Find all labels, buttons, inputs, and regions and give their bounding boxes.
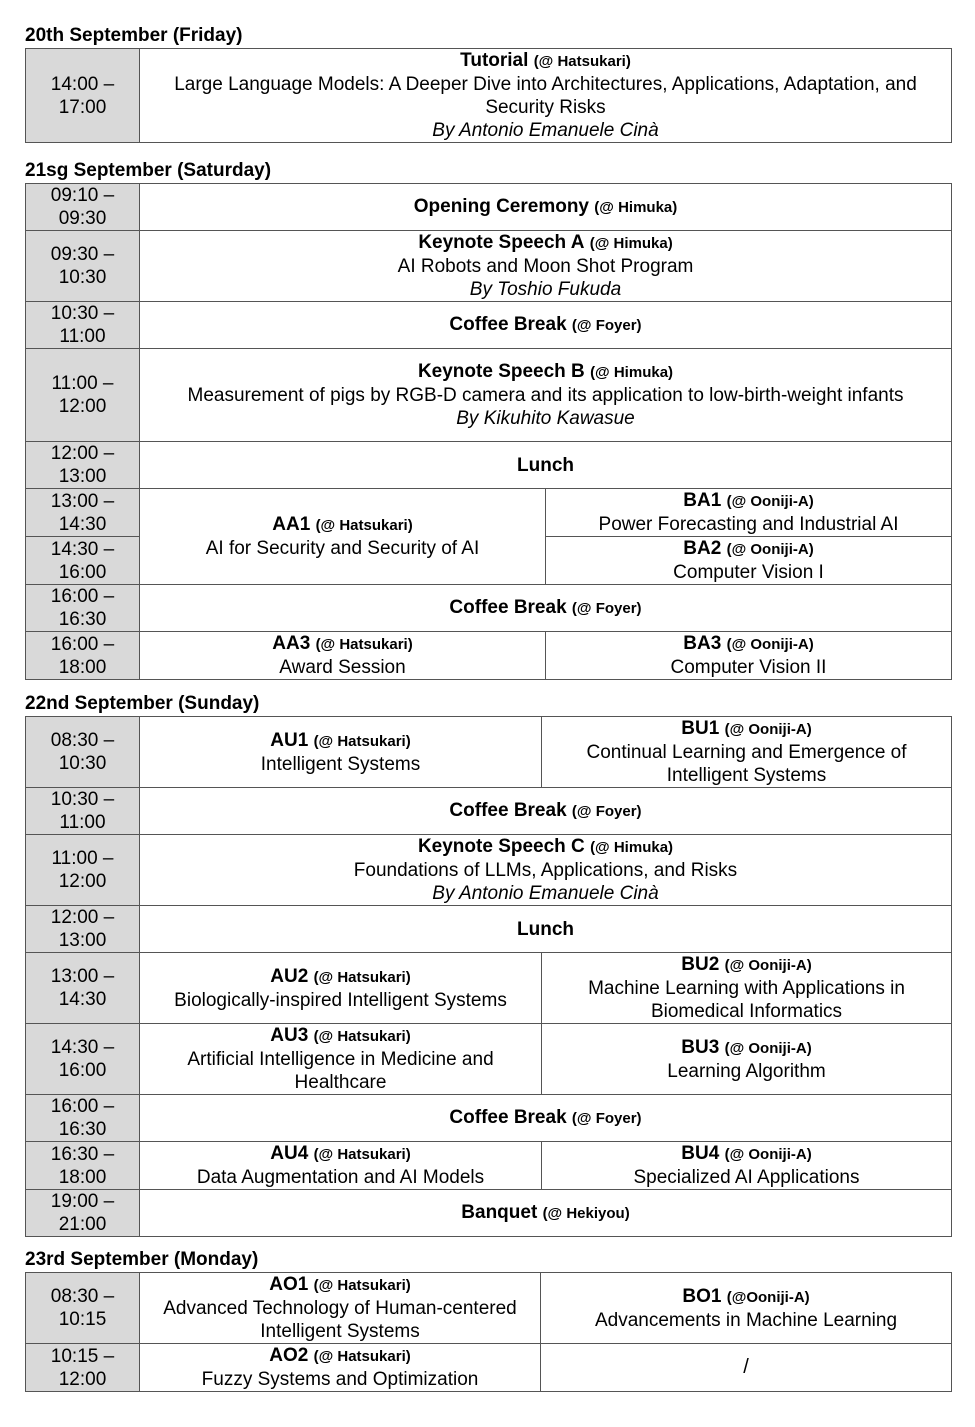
time-slot: 13:00 – 14:30 bbox=[26, 489, 140, 537]
time-slot: 16:00 – 18:00 bbox=[26, 632, 140, 680]
session-bu4: BU4 (@ Ooniji-A) Specialized AI Applications bbox=[542, 1142, 952, 1190]
schedule-row bbox=[26, 632, 952, 680]
day-title-sunday: 22nd September (Sunday) bbox=[25, 693, 260, 714]
day-title-friday: 20th September (Friday) bbox=[25, 25, 243, 46]
day-title-saturday: 21sg September (Saturday) bbox=[25, 160, 272, 181]
time-slot: 10:30 – 11:00 bbox=[26, 302, 140, 349]
session-au2: AU2 (@ Hatsukari) Biologically-inspired Intelligent Systems bbox=[140, 953, 542, 1024]
time-slot: 11:00 – 12:00 bbox=[26, 835, 140, 906]
schedule-row bbox=[26, 1142, 952, 1190]
session-banquet: Banquet (@ Hekiyou) bbox=[140, 1190, 952, 1237]
schedule-row bbox=[26, 1095, 952, 1142]
schedule-row bbox=[26, 1024, 952, 1095]
schedule-table-monday bbox=[25, 1272, 952, 1392]
session-lunch: Lunch bbox=[140, 442, 952, 489]
time-slot: 09:10 – 09:30 bbox=[26, 184, 140, 231]
session-coffee-break: Coffee Break (@ Foyer) bbox=[140, 585, 952, 632]
schedule-row bbox=[26, 231, 952, 302]
schedule-row bbox=[26, 1273, 952, 1344]
schedule-row bbox=[26, 184, 952, 231]
session-coffee-break: Coffee Break (@ Foyer) bbox=[140, 302, 952, 349]
session-au4: AU4 (@ Hatsukari) Data Augmentation and AI Models bbox=[140, 1142, 542, 1190]
schedule-row bbox=[26, 835, 952, 906]
time-slot: 09:30 – 10:30 bbox=[26, 231, 140, 302]
session-ao2: AO2 (@ Hatsukari) Fuzzy Systems and Optimization bbox=[140, 1344, 541, 1392]
session-bu2: BU2 (@ Ooniji-A) Machine Learning with Applications in Biomedical Informatics bbox=[542, 953, 952, 1024]
schedule-row bbox=[26, 349, 952, 442]
session-bu1: BU1 (@ Ooniji-A) Continual Learning and Emergence of Intelligent Systems bbox=[542, 717, 952, 788]
schedule-row bbox=[26, 717, 952, 788]
time-slot: 10:15 – 12:00 bbox=[26, 1344, 140, 1392]
session-aa3: AA3 (@ Hatsukari) Award Session bbox=[140, 632, 546, 680]
day-title-monday: 23rd September (Monday) bbox=[25, 1249, 259, 1270]
schedule-row bbox=[26, 49, 952, 143]
time-slot: 13:00 – 14:30 bbox=[26, 953, 140, 1024]
schedule-row bbox=[26, 1344, 952, 1392]
schedule-row bbox=[26, 953, 952, 1024]
schedule-row bbox=[26, 1190, 952, 1237]
schedule-row bbox=[26, 442, 952, 489]
time-slot: 08:30 – 10:30 bbox=[26, 717, 140, 788]
time-slot: 19:00 – 21:00 bbox=[26, 1190, 140, 1237]
session-lunch: Lunch bbox=[140, 906, 952, 953]
session-ao1: AO1 (@ Hatsukari) Advanced Technology of Human-centered Intelligent Systems bbox=[140, 1273, 541, 1344]
time-slot: 16:30 – 18:00 bbox=[26, 1142, 140, 1190]
session-keynote-c: Keynote Speech C (@ Himuka) Foundations of LLMs, Applications, and Risks By Antonio Emanuele Cinà bbox=[140, 835, 952, 906]
schedule-table-saturday bbox=[25, 183, 952, 680]
session-tutorial: Tutorial (@ Hatsukari) Large Language Models: A Deeper Dive into Architectures, Applications, Adaptation, and Security Risks By Antonio Emanuele Cinà bbox=[140, 49, 952, 143]
session-aa1: AA1 (@ Hatsukari) AI for Security and Security of AI bbox=[140, 489, 546, 585]
time-slot: 10:30 – 11:00 bbox=[26, 788, 140, 835]
time-slot: 16:00 – 16:30 bbox=[26, 585, 140, 632]
session-ba2: BA2 (@ Ooniji-A) Computer Vision I bbox=[546, 537, 952, 585]
session-keynote-a: Keynote Speech A (@ Himuka) AI Robots and Moon Shot Program By Toshio Fukuda bbox=[140, 231, 952, 302]
time-slot: 11:00 – 12:00 bbox=[26, 349, 140, 442]
time-slot: 12:00 – 13:00 bbox=[26, 906, 140, 953]
schedule-table-sunday bbox=[25, 716, 952, 1237]
schedule-row bbox=[26, 906, 952, 953]
schedule-row bbox=[26, 585, 952, 632]
session-keynote-b: Keynote Speech B (@ Himuka) Measurement of pigs by RGB-D camera and its application to low-birth-weight infants By Kikuhito Kawasue bbox=[140, 349, 952, 442]
session-empty: / bbox=[541, 1344, 952, 1392]
session-ba1: BA1 (@ Ooniji-A) Power Forecasting and Industrial AI bbox=[546, 489, 952, 537]
session-ba3: BA3 (@ Ooniji-A) Computer Vision II bbox=[546, 632, 952, 680]
session-opening-ceremony: Opening Ceremony (@ Himuka) bbox=[140, 184, 952, 231]
time-slot: 14:30 – 16:00 bbox=[26, 537, 140, 585]
session-bu3: BU3 (@ Ooniji-A) Learning Algorithm bbox=[542, 1024, 952, 1095]
schedule-row bbox=[26, 489, 952, 537]
session-au1: AU1 (@ Hatsukari) Intelligent Systems bbox=[140, 717, 542, 788]
time-slot: 16:00 – 16:30 bbox=[26, 1095, 140, 1142]
schedule-row bbox=[26, 302, 952, 349]
session-bo1: BO1 (@Ooniji-A) Advancements in Machine Learning bbox=[541, 1273, 952, 1344]
session-coffee-break: Coffee Break (@ Foyer) bbox=[140, 1095, 952, 1142]
time-slot: 14:30 – 16:00 bbox=[26, 1024, 140, 1095]
session-au3: AU3 (@ Hatsukari) Artificial Intelligence in Medicine and Healthcare bbox=[140, 1024, 542, 1095]
time-slot: 08:30 – 10:15 bbox=[26, 1273, 140, 1344]
schedule-table-friday bbox=[25, 48, 952, 143]
time-slot: 12:00 – 13:00 bbox=[26, 442, 140, 489]
session-coffee-break: Coffee Break (@ Foyer) bbox=[140, 788, 952, 835]
schedule-row bbox=[26, 788, 952, 835]
time-slot: 14:00 – 17:00 bbox=[26, 49, 140, 143]
